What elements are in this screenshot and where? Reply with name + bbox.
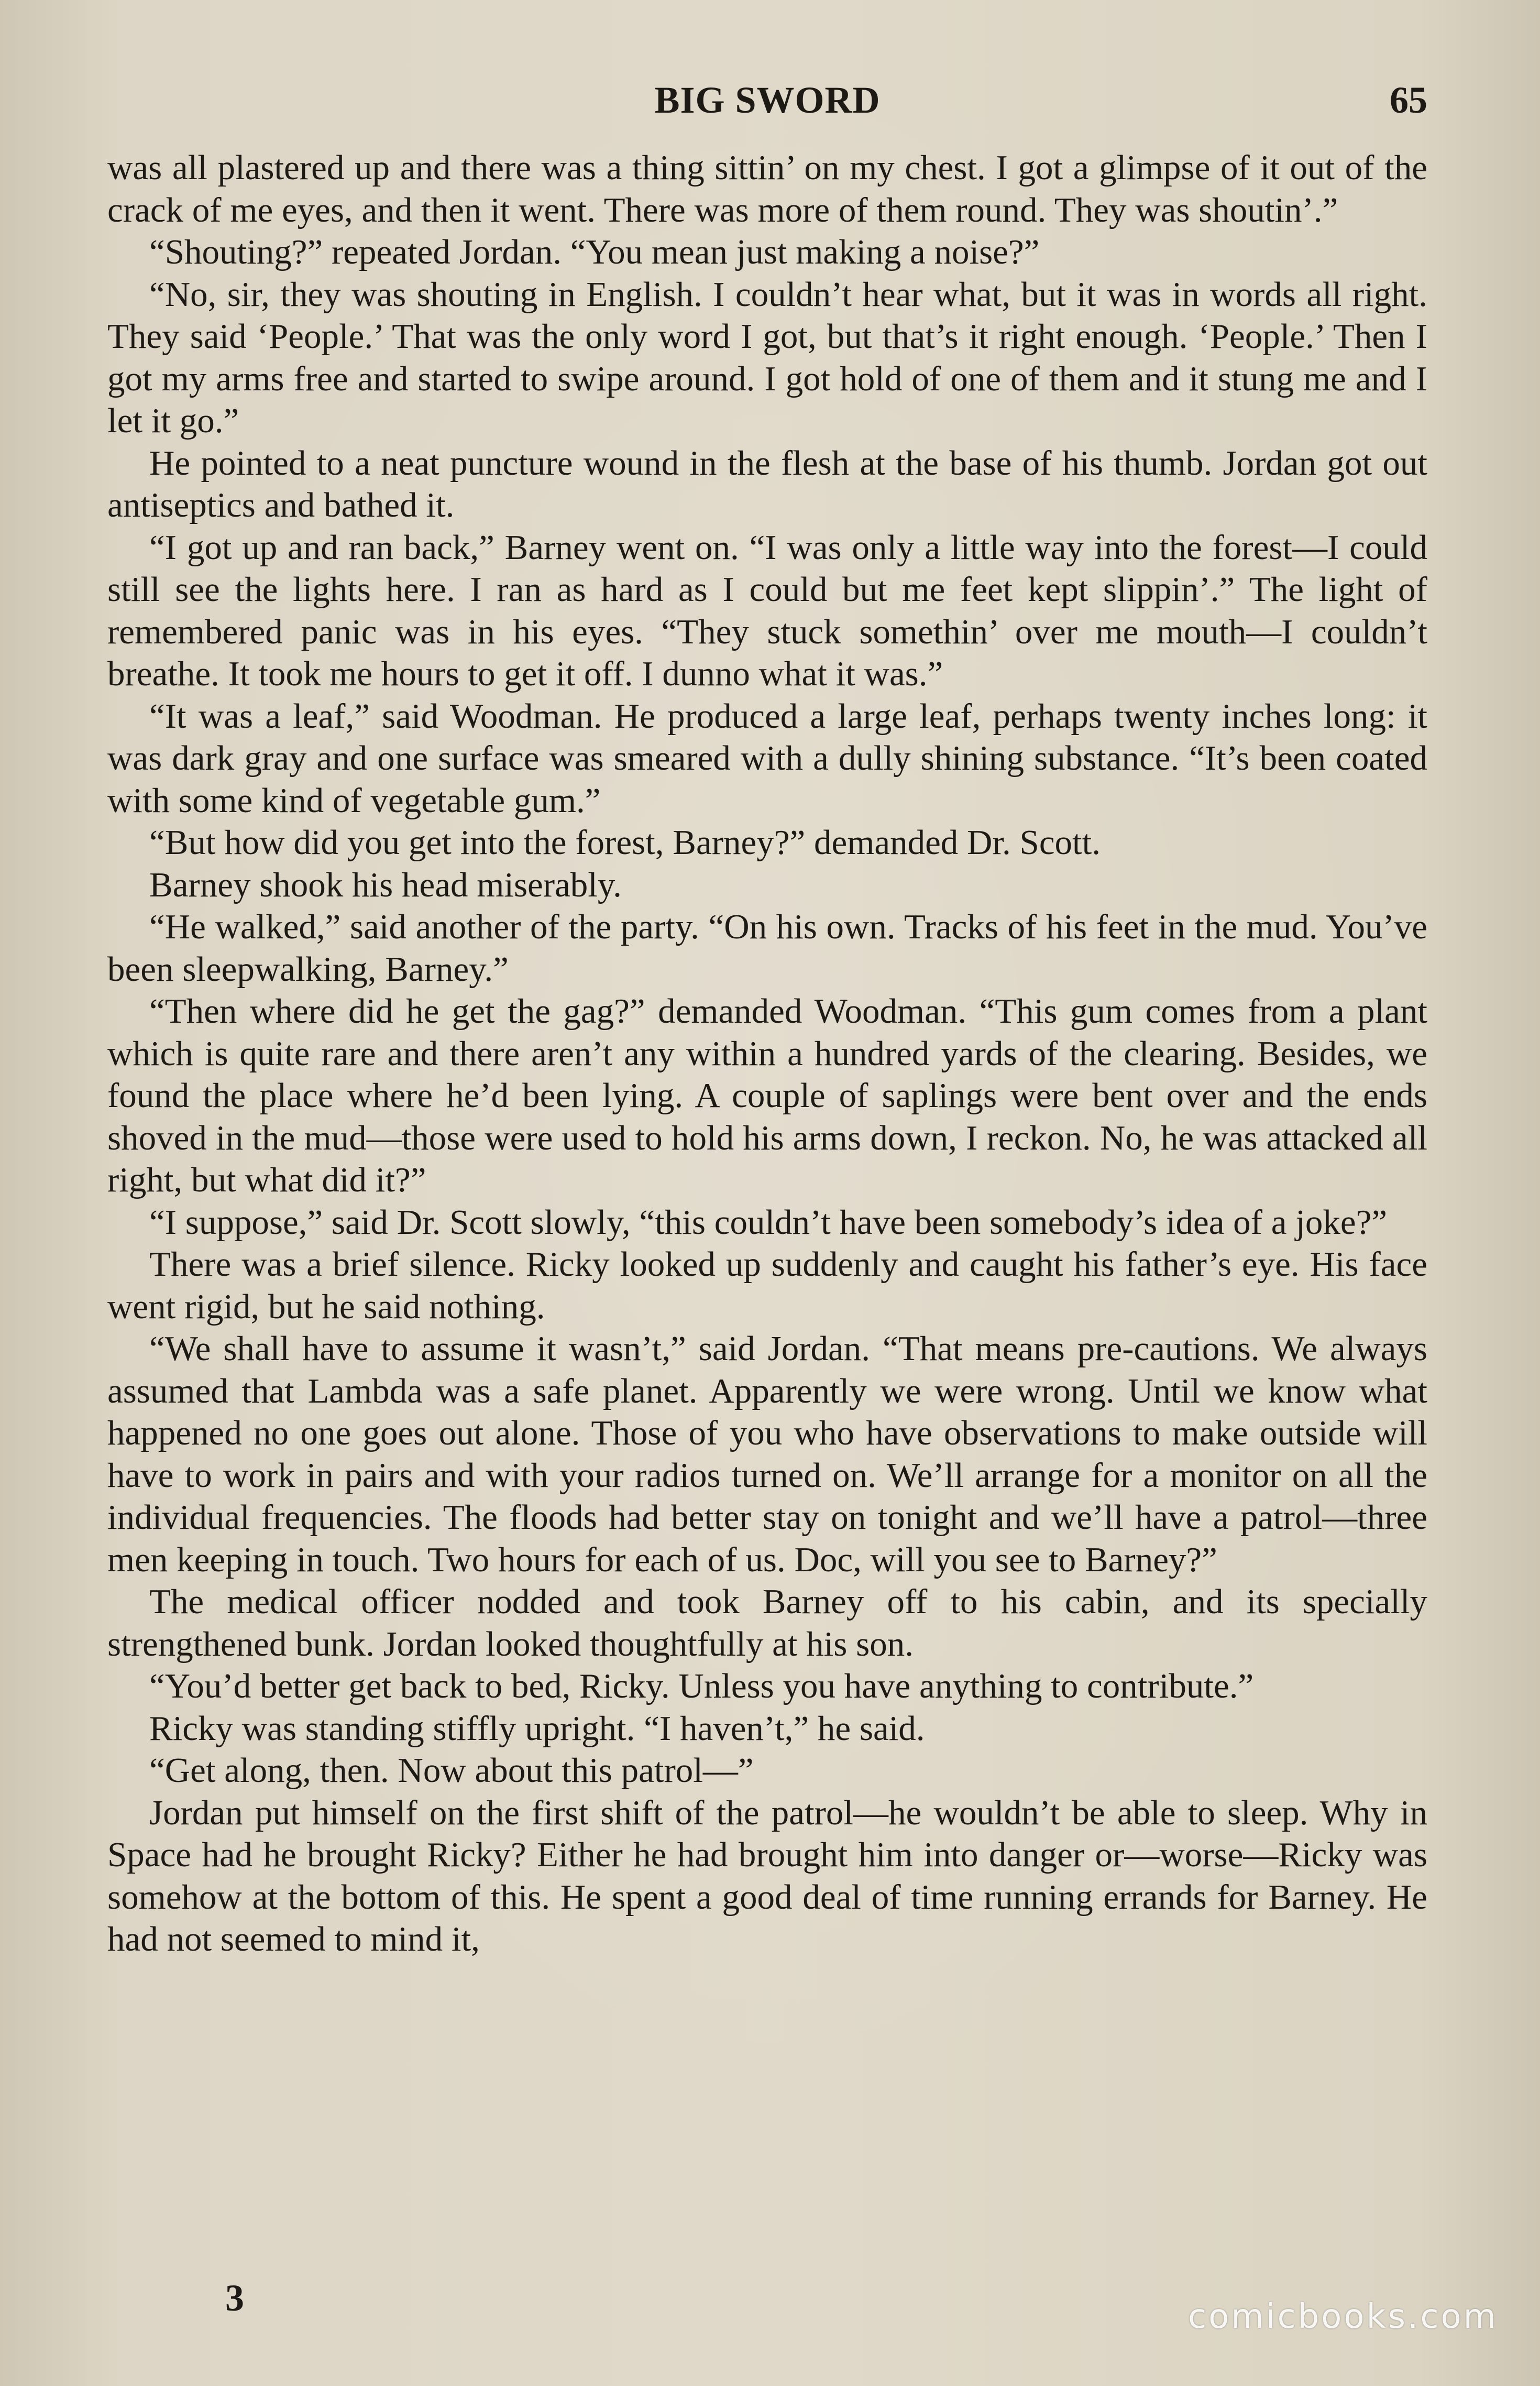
paragraph: He pointed to a neat puncture wound in the flesh at the base of his thumb. Jordan got out antiseptics and bathed it. (107, 443, 1427, 524)
page-number: 65 (1390, 79, 1427, 121)
paragraph: “I suppose,” said Dr. Scott slowly, “this couldn’t have been somebody’s idea of a joke?” (149, 1202, 1388, 1242)
paragraph: “Shouting?” repeated Jordan. “You mean just making a noise?” (149, 233, 1040, 271)
signature-mark: 3 (225, 2277, 244, 2319)
paragraph: “But how did you get into the forest, Barney?” demanded Dr. Scott. (149, 823, 1101, 862)
body-text (107, 147, 1427, 1961)
paragraph: was all plastered up and there was a thing sittin’ on my chest. I got a glimpse of it out of the crack of me eyes, and then it went. There was more of them round. They was shoutin’.” (107, 148, 1427, 229)
paragraph: “He walked,” said another of the party. “On his own. Tracks of his feet in the mud. You’ve been sleepwalking, Barney.” (107, 907, 1427, 989)
paragraph: “I got up and ran back,” Barney went on. “I was only a little way into the forest—I could still see the lights here. I ran as hard as I could but me feet kept slippin’.” The light of remembered panic was in his eyes. “They stuck somethin’ over me mouth—I couldn’t breathe. It took me hours to get it off. I dunno what it was.” (107, 528, 1427, 693)
watermark: comicbooks.com (1187, 2297, 1498, 2336)
running-title: BIG SWORD (654, 79, 881, 121)
paragraph: “No, sir, they was shouting in English. I couldn’t hear what, but it was in words all right. They said ‘People.’ That was the only word I got, but that’s it right enough. ‘People.’ Then I got my arms free and started to swipe around. I got hold of one of them and it stung me and I let it go.” (107, 275, 1427, 440)
paragraph: Jordan put himself on the first shift of the patrol—he wouldn’t be able to sleep. Why in Space had he brought Ricky? Either he had brought him into danger or—worse—Ricky was somehow at the bottom of this. He spent a good deal of time running errands for Barney. He had not seemed to mind it, (107, 1793, 1427, 1958)
paragraph: Barney shook his head miserably. (149, 865, 622, 904)
paragraph: “You’d better get back to bed, Ricky. Unless you have anything to contribute.” (149, 1667, 1254, 1705)
paragraph: “Get along, then. Now about this patrol—” (149, 1751, 754, 1790)
paragraph: Ricky was standing stiffly upright. “I haven’t,” he said. (149, 1709, 925, 1748)
page-header (107, 79, 1427, 126)
paragraph: “Then where did he get the gag?” demanded Woodman. “This gum comes from a plant which is quite rare and there aren’t any within a hundred yards of the clearing. Besides, we found the place where he’d been lying. A couple of saplings were bent over and the ends shoved in the mud—those were used to hold his arms down, I reckon. No, he was attacked all right, but what did it?” (107, 992, 1427, 1199)
paragraph: The medical officer nodded and took Barney off to his cabin, and its specially strengthened bunk. Jordan looked thoughtfully at his son. (107, 1582, 1427, 1663)
paragraph: There was a brief silence. Ricky looked up suddenly and caught his father’s eye. His face went rigid, but he said nothing. (107, 1245, 1427, 1326)
paragraph: “It was a leaf,” said Woodman. He produced a large leaf, perhaps twenty inches long: it was dark gray and one surface was smeared with a dully shining substance. “It’s been coated with some kind of vegetable gum.” (107, 696, 1427, 820)
paragraph: “We shall have to assume it wasn’t,” said Jordan. “That means pre-cautions. We always assumed that Lambda was a safe planet. Apparently we were wrong. Until we know what happened no one goes out alone. Those of you who have observations to make outside will have to work in pairs and with your radios turned on. We’ll arrange for a monitor on all the individual frequencies. The floods had better stay on tonight and we’ll have a patrol—three men keeping in touch. Two hours for each of us. Doc, will you see to Barney?” (107, 1329, 1427, 1579)
